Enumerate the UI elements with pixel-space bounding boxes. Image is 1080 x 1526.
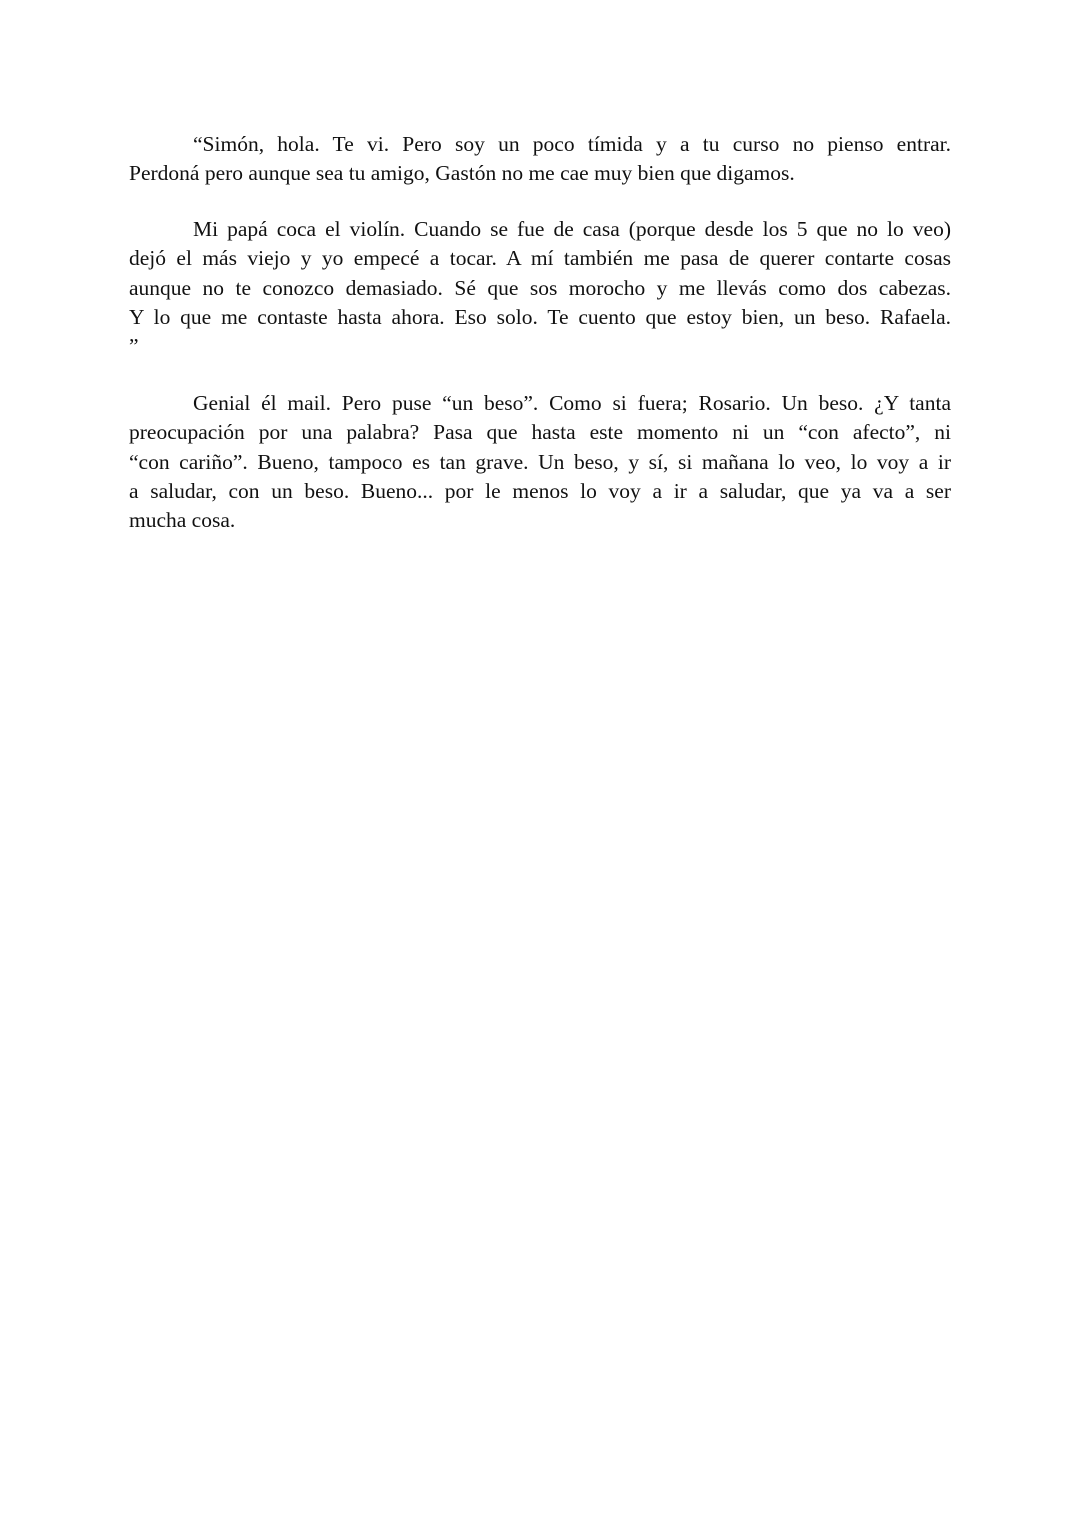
closing-quote-mark: ” — [129, 334, 139, 359]
text-line: Y lo que me contaste hasta ahora. Eso solo. Te cuento que estoy bien, un beso. Rafaela. — [129, 304, 951, 329]
text-line: dejó el más viejo y yo empecé a tocar. A mí también me pasa de querer contarte cosas — [129, 246, 951, 271]
text-line: Perdoná pero aunque sea tu amigo, Gastón no me cae muy bien que digamos. — [129, 161, 795, 186]
text-line: Genial él mail. Pero puse “un beso”. Como si fuera; Rosario. Un beso. ¿Y tanta — [193, 391, 951, 415]
paragraph-narration — [129, 389, 951, 535]
text-line: a saludar, con un beso. Bueno... por le menos lo voy a ir a saludar, que ya va a ser — [129, 478, 951, 503]
text-line: preocupación por una palabra? Pasa que hasta este momento ni un “con afecto”, ni — [129, 420, 951, 445]
text-line: “con cariño”. Bueno, tampoco es tan grave. Un beso, y sí, si mañana lo veo, lo voy a ir — [129, 449, 951, 474]
text-line: “Simón, hola. Te vi. Pero soy un poco tímida y a tu curso no pienso entrar. — [193, 132, 951, 156]
text-line: aunque no te conozco demasiado. Sé que sos morocho y me llevás como dos cabezas. — [129, 275, 951, 300]
paragraph-letter-opening — [129, 130, 951, 189]
text-line: mucha cosa. — [129, 508, 236, 533]
text-line: Mi papá coca el violín. Cuando se fue de casa (porque desde los 5 que no lo veo) — [193, 217, 951, 241]
paragraph-letter-body — [129, 215, 951, 361]
